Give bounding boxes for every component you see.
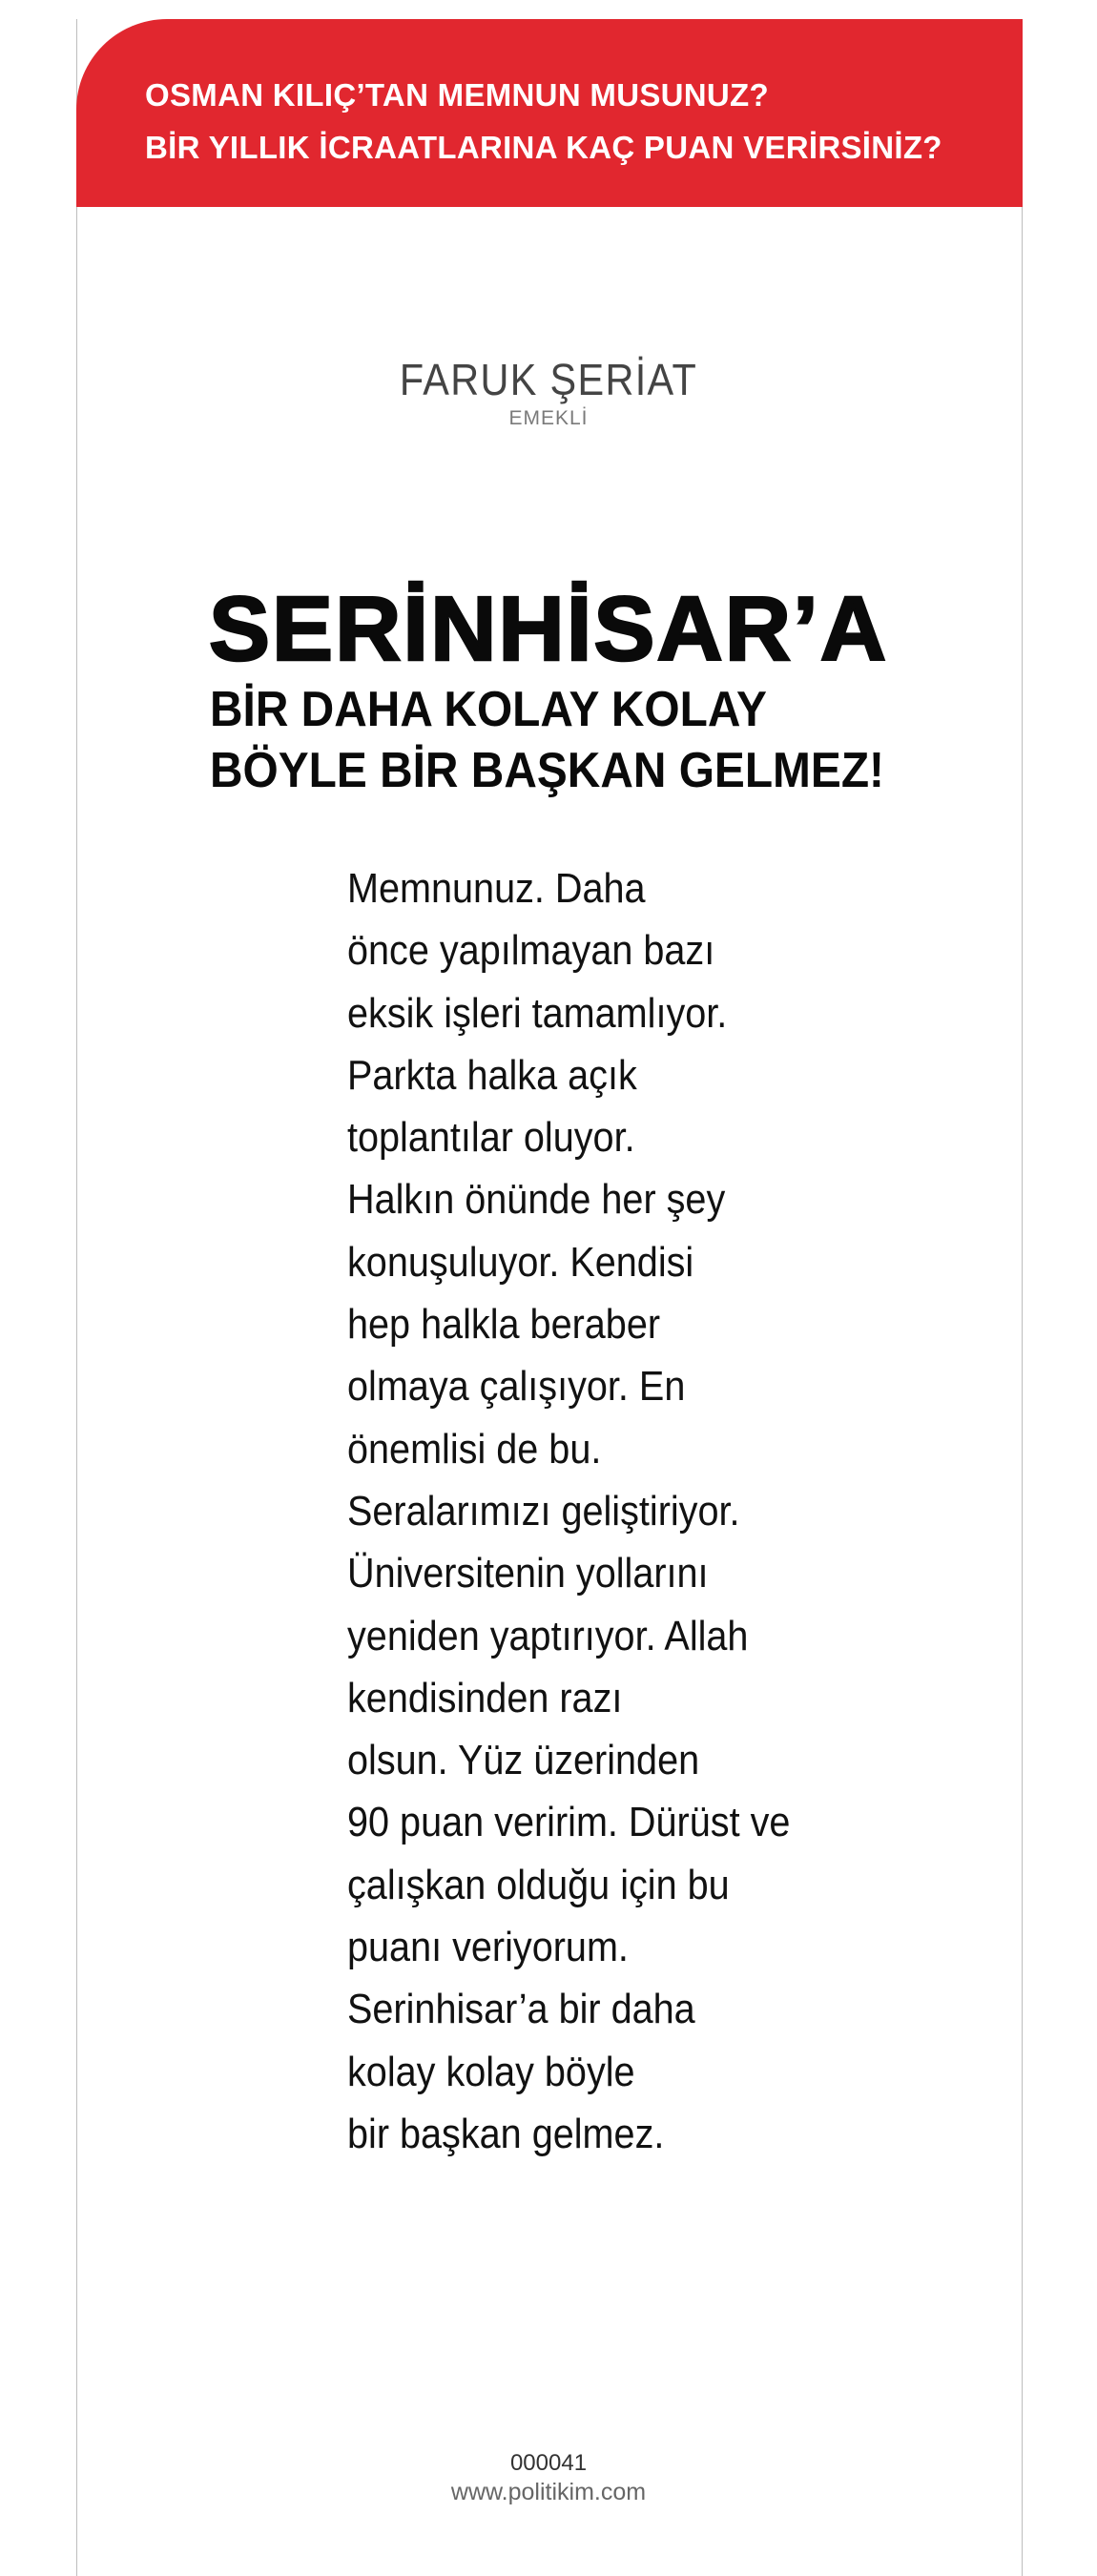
- body-line: bir başkan gelmez.: [347, 2110, 665, 2157]
- body-line: Üniversitenin yollarını: [347, 1550, 709, 1597]
- body-line: Memnunuz. Daha: [347, 865, 646, 912]
- body-line: olmaya çalışıyor. En: [347, 1363, 686, 1411]
- body-line: Serinhisar’a bir daha: [347, 1986, 695, 2033]
- body-line: Halkın önünde her şey: [347, 1176, 726, 1224]
- body-line: konuşuluyor. Kendisi: [347, 1238, 694, 1286]
- quote-body: [347, 857, 828, 2165]
- body-line: yeniden yaptırıyor. Allah: [347, 1612, 749, 1659]
- body-line: eksik işleri tamamlıyor.: [347, 989, 728, 1037]
- banner-question-line-1: OSMAN KILIÇ’TAN MEMNUN MUSUNUZ?: [145, 77, 769, 113]
- body-line: kolay kolay böyle: [347, 2048, 635, 2095]
- body-line: önemlisi de bu.: [347, 1425, 602, 1473]
- body-line: kendisinden razı: [347, 1674, 623, 1721]
- banner-question-line-2: BİR YILLIK İCRAATLARINA KAÇ PUAN VERİRSİNİZ?: [145, 130, 942, 165]
- body-line: olsun. Yüz üzerinden: [347, 1737, 700, 1784]
- body-line: puanı veriyorum.: [347, 1924, 629, 1971]
- footer: [0, 2449, 1097, 2506]
- body-line: 90 puan veririm. Dürüst ve: [347, 1799, 791, 1846]
- headline-sub-line: BİR DAHA KOLAY KOLAY: [210, 682, 767, 737]
- body-line: çalışkan olduğu için bu: [347, 1861, 730, 1908]
- body-line: toplantılar oluyor.: [347, 1114, 635, 1162]
- body-line: önce yapılmayan bazı: [347, 927, 715, 975]
- body-line: Seralarımızı geliştiriyor.: [347, 1487, 740, 1535]
- author-name: FARUK ŞERİAT: [399, 355, 698, 404]
- headline-sub: [210, 679, 884, 801]
- body-line: hep halkla beraber: [347, 1301, 661, 1349]
- website-url: www.politikim.com: [450, 2479, 647, 2505]
- page-code: 000041: [509, 2450, 588, 2476]
- question-banner: [76, 19, 1023, 207]
- headline-main: SERİNHİSAR’A: [209, 578, 889, 680]
- headline-sub-line: BÖYLE BİR BAŞKAN GELMEZ!: [210, 743, 884, 798]
- author-title: EMEKLİ: [508, 407, 589, 429]
- author-block: [0, 355, 1097, 431]
- body-line: Parkta halka açık: [347, 1051, 637, 1099]
